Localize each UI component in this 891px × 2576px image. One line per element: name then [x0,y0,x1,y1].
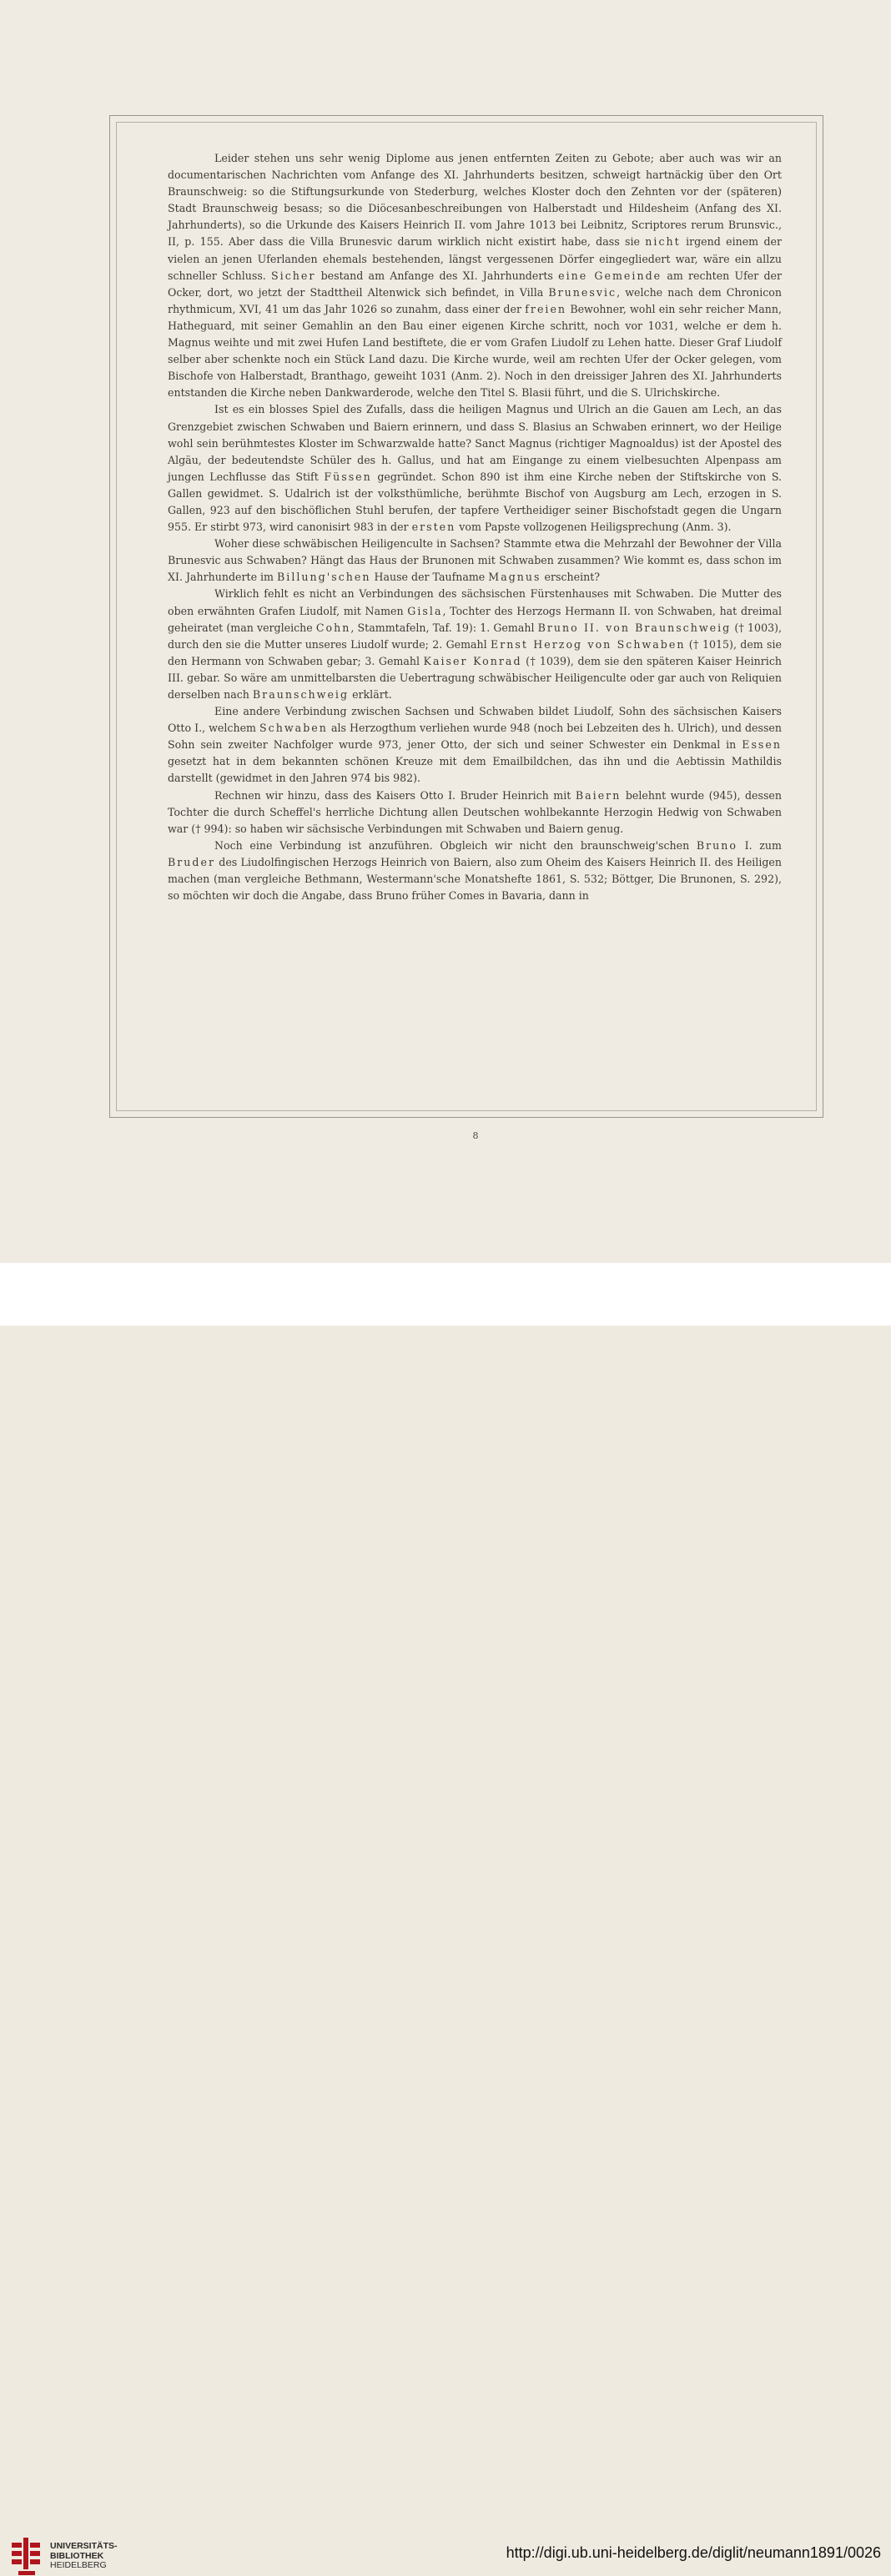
text-run: Eine andere Verbindung zwischen Sachsen und Schwaben bildet Liudolf, Sohn des sächsischen Kaisers Otto I., welchem [168,705,782,735]
text-run: Rechnen wir hinzu, dass des Kaisers Otto I. Bruder Heinrich mit [214,788,576,802]
spaced-emphasis: eine Gemeinde [558,269,662,282]
text-run: am rechten Ufer der Ocker, dort, wo jetzt der Stadttheil Altenwick sich befindet, in Villa [168,269,782,299]
spaced-emphasis: Essen [742,738,782,752]
spaced-emphasis: Magnus [488,571,541,584]
paragraph [168,838,782,904]
paragraph [168,150,782,401]
library-logo-icon [12,2538,43,2576]
text-run: , welche nach dem Chronicon rhythmicum, XVI, 41 um das Jahr 1026 so zunahm, dass einer der [168,285,782,315]
spaced-emphasis: Ernst Herzog von Schwaben [491,637,686,651]
text-run: irgend einem der vielen an jenen Uferlanden ehemals bestehenden, längst vergessenen Dörfer eingegliedert war, wäre ein allzu schneller Schluss. [168,235,782,282]
text-run: († 1015), dem sie den Hermann von Schwaben gebar; 3. Gemahl [168,637,782,667]
spaced-emphasis: Brunesvic [548,285,617,299]
text-run: Bewohner, wohl ein sehr reicher Mann, Hatheguard, mit seiner Gemahlin an den Bau einer eigenen Kirche schritt, noch vor 1031, welche er dem h. Magnus weihte und mit zwei Hufen Land bestiftete, die er vom Grafen Liudolf zu Lehen hatte. Dieser Graf Liudolf selber aber schenkte noch ein Stück Land dazu. Die Kirche wurde, weil am rechten Ufer der Ocker gelegen, vom Bischofe von Halberstadt, Branthago, geweiht 1031 (Anm. 2). Noch in den dreissiger Jahren des XI. Jahrhunderts entstanden die Kirche neben Dankwarderode, welche den Titel S. Blasii führt, und die S. Ulrichskirche. [168,302,782,400]
paragraph [168,703,782,787]
page-number: 8 [472,1130,479,1141]
text-run: bestand am Anfange des XI. Jahrhunderts [315,269,559,282]
text-run: I. zum [737,838,782,852]
spaced-emphasis: Bruder [168,855,216,868]
scanned-page [0,0,891,1263]
text-run: († 1003), durch den sie die Mutter unseres Liudolf wurde; 2. Gemahl [168,621,783,651]
spaced-emphasis: nicht [645,235,681,249]
text-run: Woher diese schwäbischen Heiligenculte in Sachsen? Stammte etwa die Mehrzahl der Bewohner der Villa Brunesvic aus Schwaben? Hängt das Haus der Brunonen mit Schwaben zusammen? Wie kommt es, dass schon im XI. Jahrhunderte im [168,537,782,584]
text-run: belehnt wurde (945), dessen Tochter die durch Scheffel's herrliche Dichtung allen Deutschen wohlbekannte Herzogin Hedwig von Schwaben war († 994): so haben wir sächsische Verbindungen mit Schwaben und Baiern genug. [168,788,782,835]
spaced-emphasis: Bruno [696,838,738,852]
spaced-emphasis: Füssen [324,470,372,483]
spaced-emphasis: Cohn [315,621,351,634]
text-run: , Tochter des Herzogs Hermann II. von Schwaben, hat dreimal geheiratet (man vergleiche [168,604,782,634]
spaced-emphasis: Schwaben [259,722,328,735]
paragraph [168,401,782,536]
spaced-emphasis: Kaiser Konrad [423,654,522,667]
text-run: († 1039), dem sie den späteren Kaiser Heinrich III. gebar. So wäre am unmittelbarsten die Uebertragung schwäbischer Heiligenculte oder gar auch von Reliquien derselben nach [168,654,782,701]
text-run: als Herzogthum verliehen wurde 948 (noch bei Lebzeiten des h. Ulrich), und dessen Sohn sein zweiter Nachfolger wurde 973, jener Otto, der sich und seiner Schwester ein Denkmal in [168,722,782,752]
text-run: Hause der Taufname [370,571,489,584]
spaced-emphasis: Gisla [407,604,443,617]
library-name-line2: BIBLIOTHEK [50,2550,104,2561]
text-run: erklärt. [349,688,392,701]
spaced-emphasis: Braunschweig [252,688,350,701]
text-run: gegründet. Schon 890 ist ihm eine Kirche neben der Stiftskirche von S. Gallen gewidmet. S. Udalrich ist der volksthümliche, berühmte Bischof von Augsburg am Lech, erzogen in S. Gallen, 923 auf den bischöflichen Stuhl berufen, der tapfere Vertheidiger seiner Bischofstadt gegen die Ungarn 955. Er stirbt 973, wird canonisirt 983 in der [168,470,783,534]
spaced-emphasis: Baiern [575,788,622,802]
text-run: des Liudolfingischen Herzogs Heinrich von Baiern, also zum Oheim des Kaisers Heinrich II. des Heiligen machen (man vergleiche Bethmann, Westermann'sche Monatshefte 1861, S. 532; Böttger, Die Brunonen, S. 292), so möchten wir doch die Angabe, dass Bruno früher Comes in Bavaria, dann in [168,855,782,903]
spaced-emphasis: freien [525,302,567,315]
body-text [168,150,782,904]
text-run: vom Papste vollzogenen Heiligsprechung (Anm. 3). [456,521,732,534]
spaced-emphasis: Billung'schen [277,571,371,584]
library-name-line3: HEIDELBERG [50,2560,107,2570]
text-run: Leider stehen uns sehr wenig Diplome aus jenen entfernten Zeiten zu Gebote; aber auch was wir an documentarischen Nachrichten vom Anfange des XI. Jahrhunderts besitzen, schweigt hartnäckig über den Ort Braunschweig: so die Stiftungsurkunde von Stederburg, welches Kloster doch den Zehnten vor der (späteren) Stadt Braunschweig besass; so die Diöcesanbeschreibungen von Halberstadt und Hildesheim (Anfang des XI. Jahrhunderts), so die Urkunde des Kaisers Heinrich II. vom Jahre 1013 bei Leibnitz, Scriptores rerum Brunsvic., II, p. 155. Aber dass die Villa Brunesvic darum wirklich nicht existirt habe, dass sie [168,152,782,249]
text-run: Ist es ein blosses Spiel des Zufalls, dass die heiligen Magnus und Ulrich an die Gauen am Lech, an das Grenzgebiet zwischen Schwaben und Baiern erinnern, und dass S. Blasius an Schwaben erinnert, wo der Heilige wohl sein berühmtestes Kloster im Schwarzwalde hatte? Sanct Magnus (richtiger Magnoaldus) ist der Apostel des Algäu, der bedeutendste Schüler des h. Gallus, und hat am Eingange zu einem vielbesuchten Alpenpass am jungen Lechflusse das Stift [168,403,782,483]
text-run: , Stammtafeln, Taf. 19): 1. Gemahl [350,621,538,634]
library-name-line1: UNIVERSITÄTS- [50,2541,118,2551]
spaced-emphasis: ersten [411,521,456,534]
spaced-emphasis: Sicher [271,269,316,282]
paragraph [168,787,782,838]
source-url[interactable]: http://digi.ub.uni-heidelberg.de/diglit/neumann1891/0026 [506,2544,881,2561]
text-run: Noch eine Verbindung ist anzuführen. Obgleich wir nicht den braunschweig'schen [214,838,697,852]
text-run: erscheint? [541,571,601,584]
paragraph [168,586,782,703]
library-name [50,2542,118,2571]
footer-bar [0,1263,891,2570]
text-run: gesetzt hat in dem bekannten schönen Kreuze mit dem Emailbildchen, das ihn und die Aebtissin Mathildis darstellt (gewidmet in den Jahren 974 bis 982). [168,755,782,785]
spaced-emphasis: Bruno II. von Braunschweig [537,621,732,634]
text-run: Wirklich fehlt es nicht an Verbindungen des sächsischen Fürstenhauses mit Schwaben. Die Mutter des oben erwähnten Grafen Liudolf, mit Namen [168,587,782,617]
paragraph [168,536,782,586]
